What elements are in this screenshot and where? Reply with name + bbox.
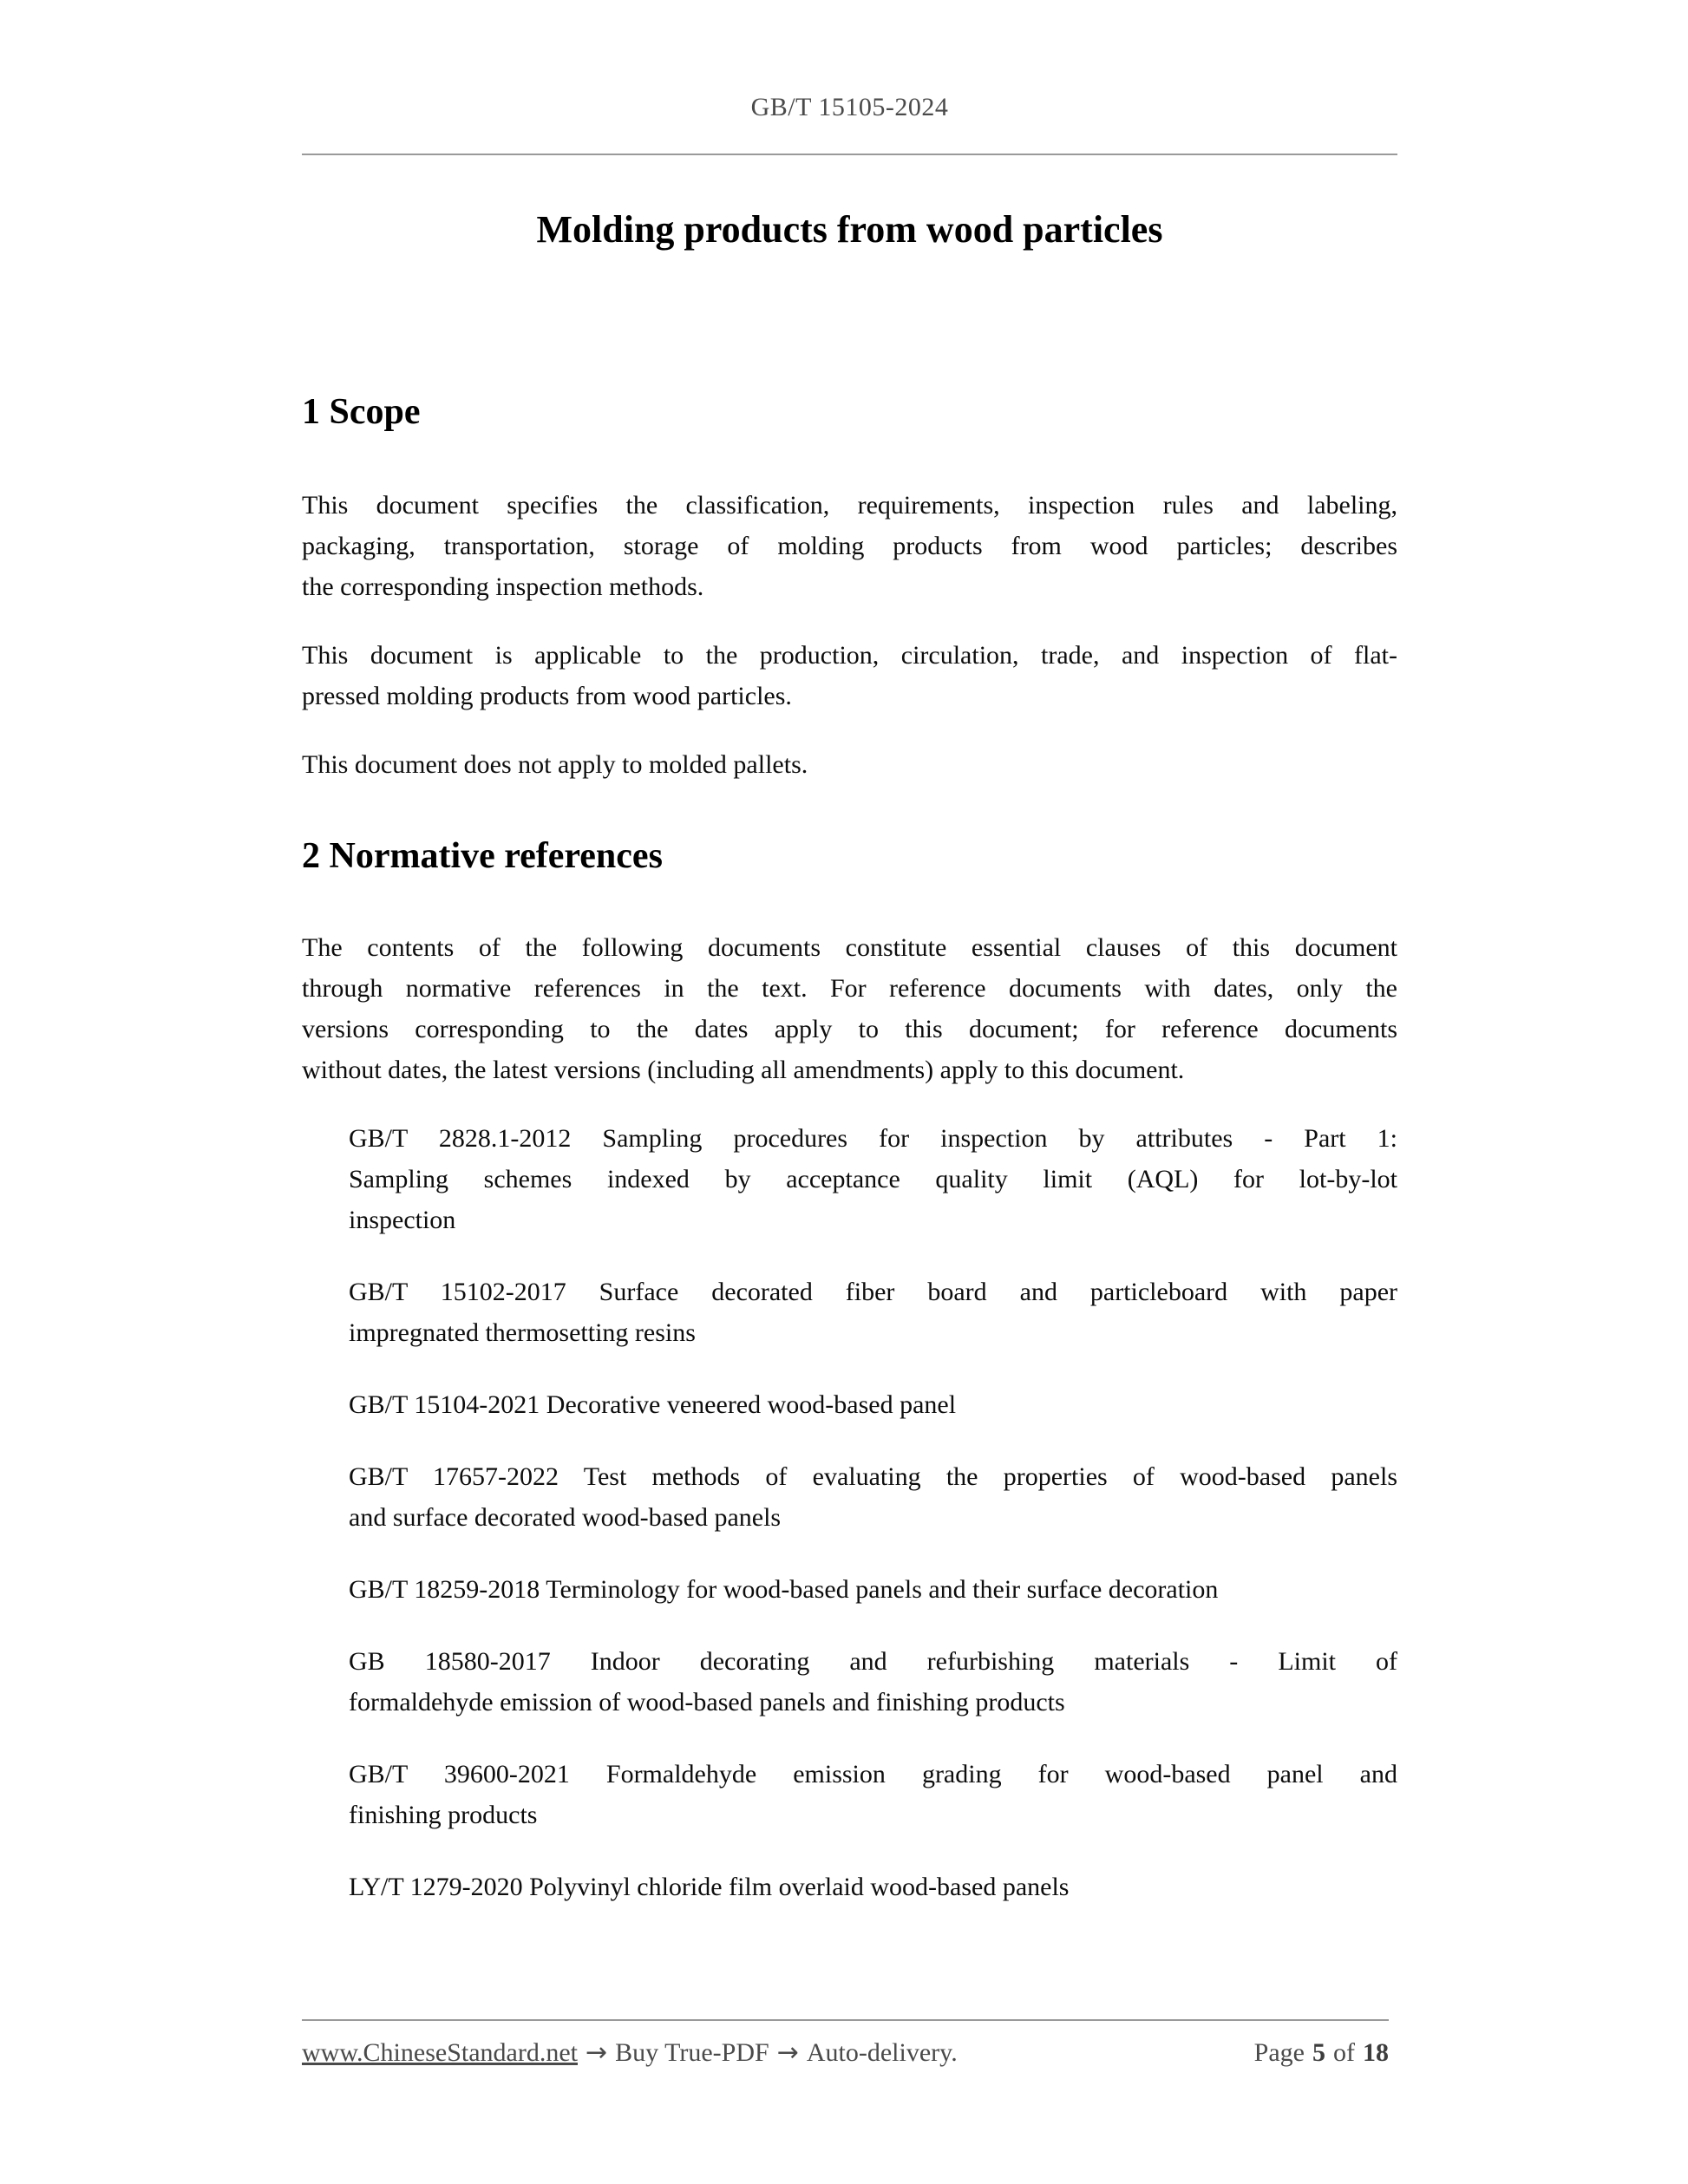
text-line: GB 18580-2017 Indoor decorating and refurbishing materials - Limit of [349, 1647, 1397, 1676]
text-line: This document does not apply to molded pallets. [302, 750, 808, 779]
footer-delivery-label: Auto-delivery. [806, 2038, 958, 2067]
text-line: GB/T 15102-2017 Surface decorated fiber board and particleboard with paper [349, 1278, 1397, 1306]
header-doc-code: GB/T 15105-2024 [750, 93, 949, 121]
scope-paragraph-2 [302, 635, 1397, 716]
page-word: Page [1253, 2038, 1305, 2067]
arrow-icon: → [776, 2037, 799, 2068]
reference-item-4 [349, 1456, 1397, 1538]
arrow-icon: → [586, 2037, 608, 2068]
reference-item-3 [349, 1384, 1397, 1425]
page-total: 18 [1363, 2038, 1389, 2067]
text-line: formaldehyde emission of wood-based panels and finishing products [349, 1688, 1065, 1716]
scope-paragraph-3 [302, 744, 1397, 785]
footer-site-info [302, 2036, 958, 2070]
reference-item-7 [349, 1754, 1397, 1835]
text-line: impregnated thermosetting resins [349, 1318, 696, 1347]
section-heading-scope: 1 Scope [302, 392, 421, 432]
site-link[interactable]: www.ChineseStandard.net [302, 2038, 578, 2067]
of-word: of [1333, 2038, 1355, 2067]
text-line: finishing products [349, 1801, 538, 1829]
text-line: This document is applicable to the production, circulation, trade, and inspection of flat- [302, 641, 1397, 670]
text-line: GB/T 18259-2018 Terminology for wood-based panels and their surface decoration [349, 1575, 1219, 1604]
text-line: The contents of the following documents constitute essential clauses of this document [302, 933, 1397, 962]
text-line: This document specifies the classification, requirements, inspection rules and labeling, [302, 491, 1397, 520]
document-title: Molding products from wood particles [536, 208, 1163, 251]
footer-page-indicator [1254, 2036, 1389, 2070]
normative-intro-paragraph [302, 927, 1397, 1090]
reference-item-5 [349, 1569, 1397, 1610]
text-line: GB/T 17657-2022 Test methods of evaluating the properties of wood-based panels [349, 1462, 1397, 1491]
page-footer [302, 2019, 1389, 2070]
text-line: without dates, the latest versions (including all amendments) apply to this document. [302, 1056, 1185, 1084]
text-line: LY/T 1279-2020 Polyvinyl chloride film overlaid wood-based panels [349, 1873, 1070, 1901]
text-line: GB/T 2828.1-2012 Sampling procedures for inspection by attributes - Part 1: [349, 1124, 1397, 1153]
reference-item-2 [349, 1272, 1397, 1353]
section-heading-normative-references: 2 Normative references [302, 836, 663, 876]
page-current: 5 [1312, 2038, 1325, 2067]
text-line: versions corresponding to the dates apply to this document; for reference documents [302, 1015, 1397, 1043]
text-line: the corresponding inspection methods. [302, 572, 704, 601]
text-line: through normative references in the text. For reference documents with dates, only the [302, 974, 1397, 1003]
text-line: and surface decorated wood-based panels [349, 1503, 782, 1532]
text-line: GB/T 15104-2021 Decorative veneered wood-based panel [349, 1390, 957, 1419]
reference-item-1 [349, 1118, 1397, 1240]
scope-paragraph-1 [302, 485, 1397, 607]
text-line: packaging, transportation, storage of molding products from wood particles; describes [302, 532, 1397, 560]
reference-item-8 [349, 1867, 1397, 1907]
reference-item-6 [349, 1641, 1397, 1723]
text-line: pressed molding products from wood particles. [302, 682, 792, 710]
text-line: GB/T 39600-2021 Formaldehyde emission grading for wood-based panel and [349, 1760, 1397, 1788]
footer-buy-label: Buy True-PDF [615, 2038, 769, 2067]
header-rule [302, 154, 1397, 155]
text-line: Sampling schemes indexed by acceptance quality limit (AQL) for lot-by-lot [349, 1165, 1397, 1193]
text-line: inspection [349, 1206, 456, 1234]
